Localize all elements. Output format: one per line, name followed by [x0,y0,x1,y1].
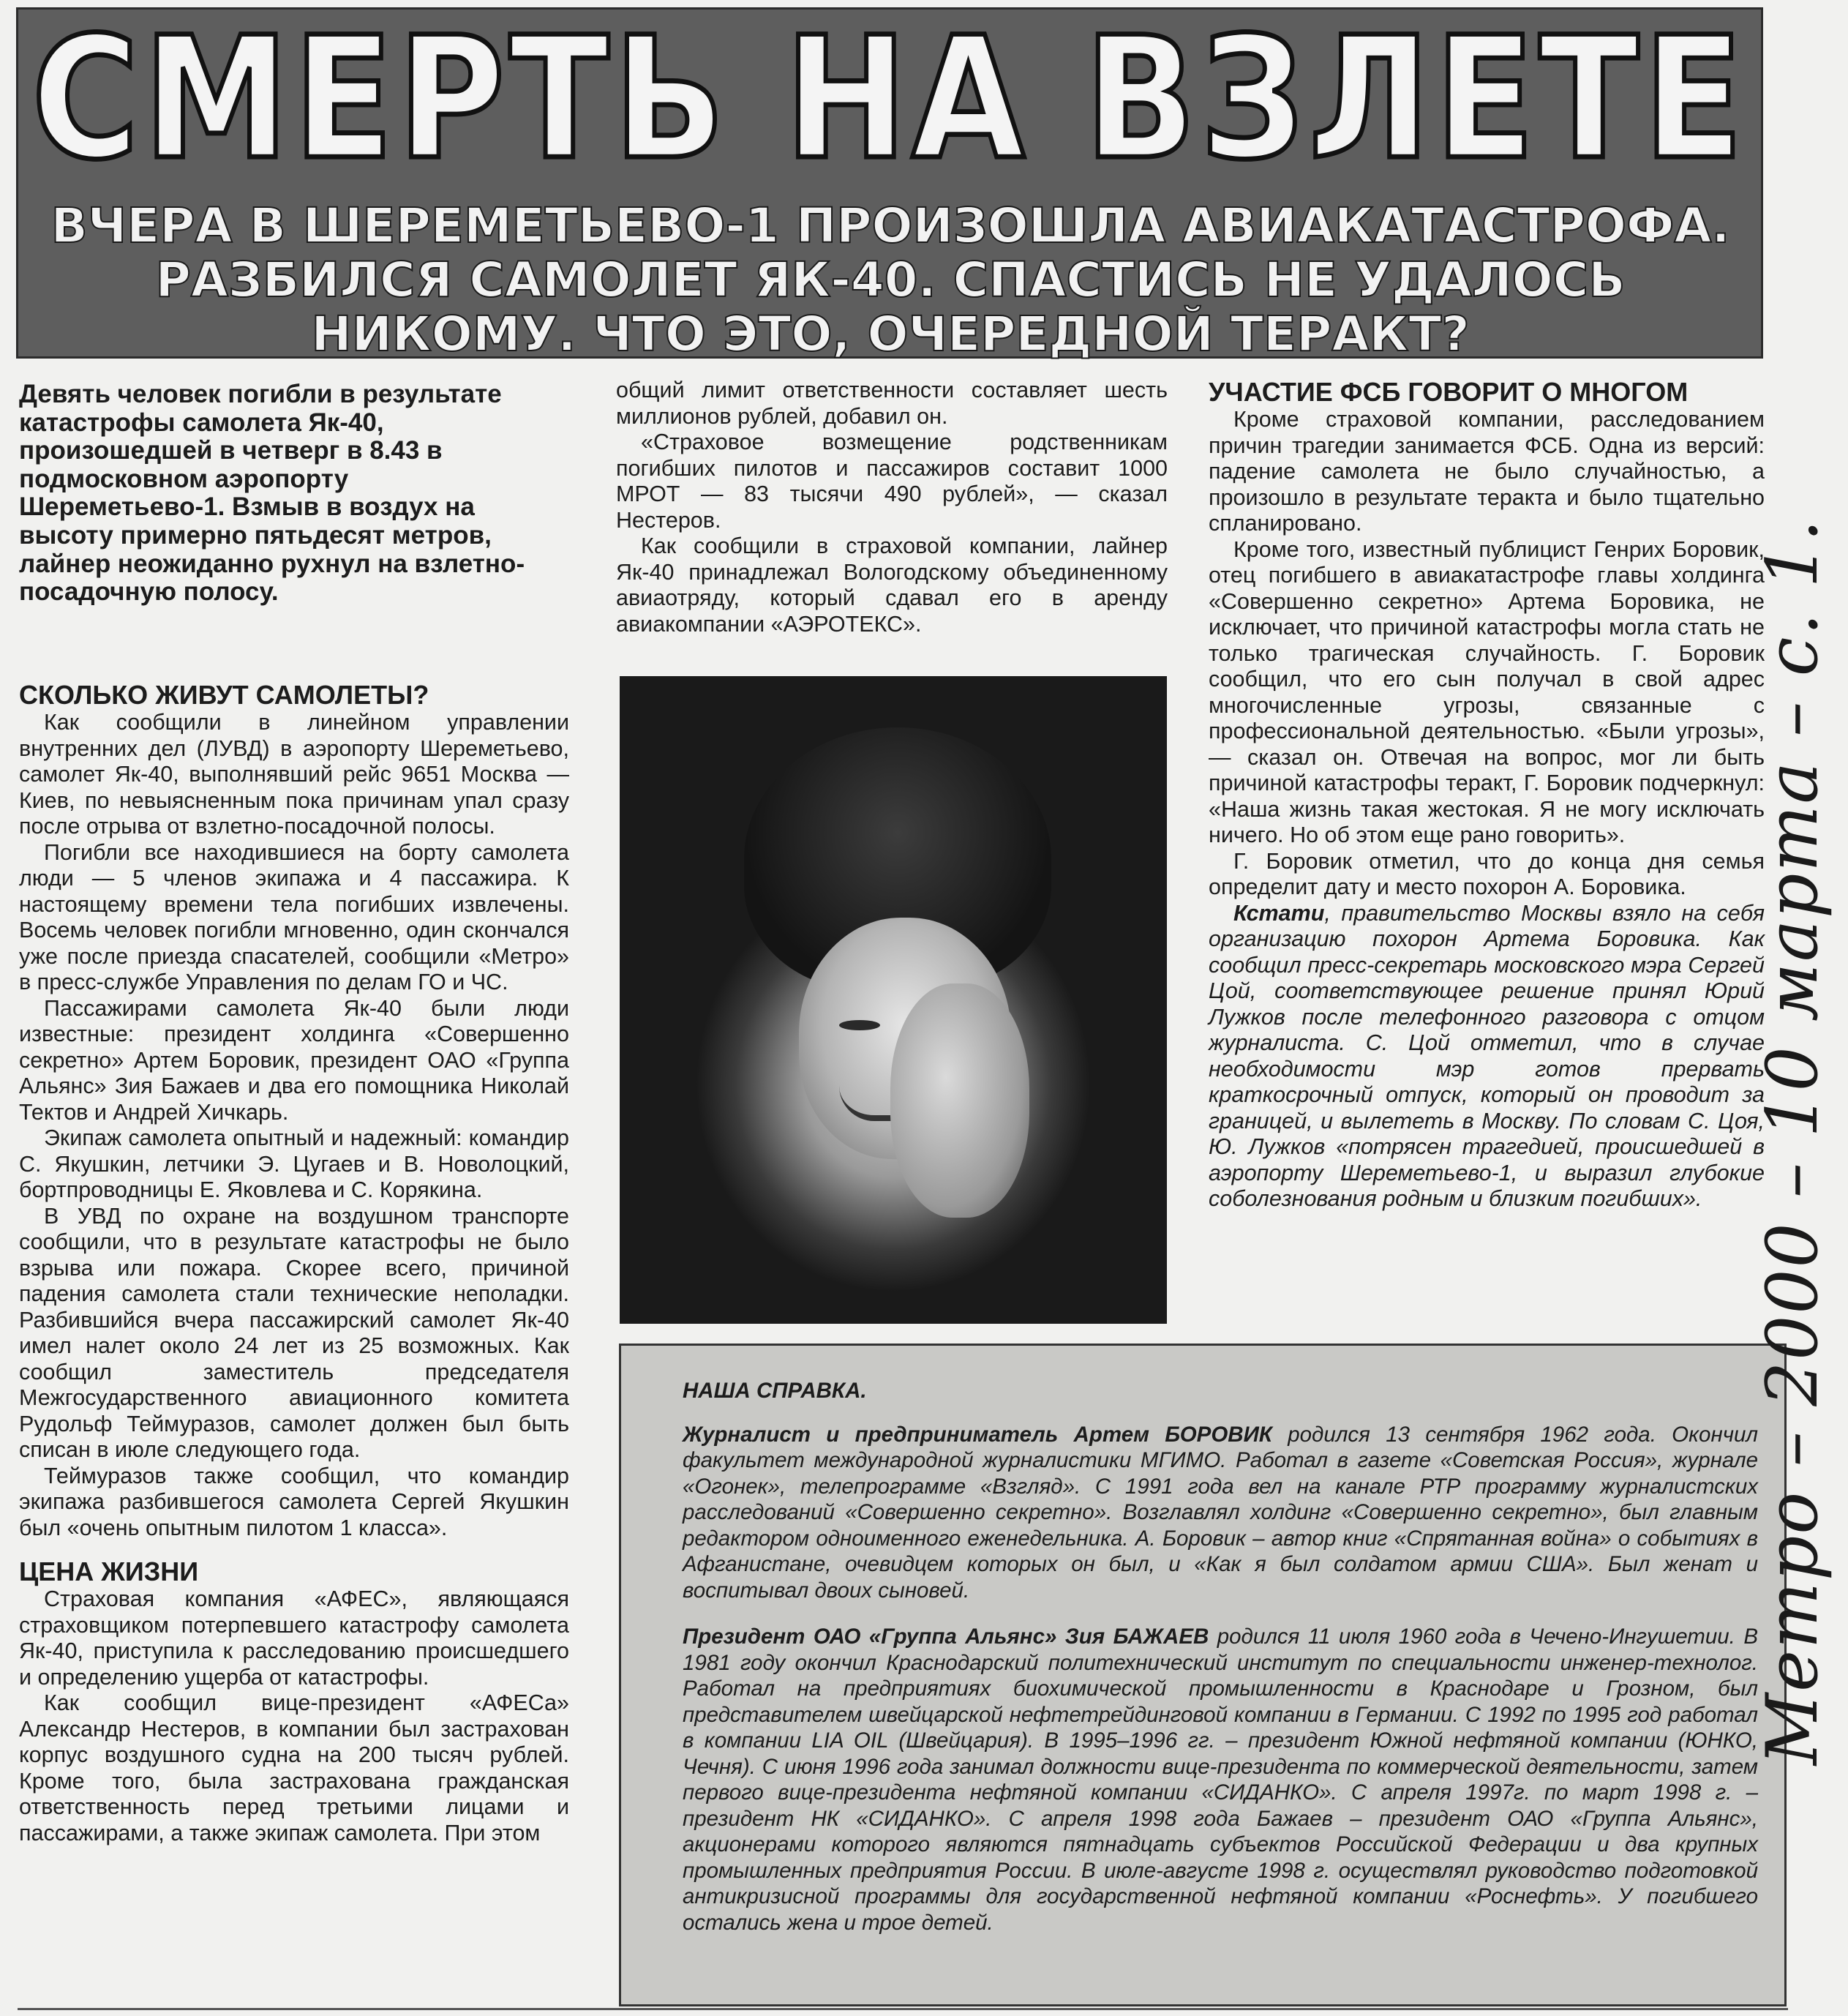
paragraph: Страховая компания «АФЕС», являющаяся страховщиком потерпевшего катастрофу самолета Як-40, приступила к расследованию происшедшего и определению ущерба от катастрофы. [19,1586,569,1690]
deck-subheadline: ВЧЕРА В ШЕРЕМЕТЬЕВО-1 ПРОИЗОШЛА АВИАКАТАСТРОФА. РАЗБИЛСЯ САМОЛЕТ ЯК-40. СПАСТИСЬ НЕ УДАЛОСЬ НИКОМУ. ЧТО ЭТО, ОЧЕРЕДНОЙ ТЕРАКТ? [50,198,1730,362]
paragraph: Погибли все находившиеся на борту самолета люди — 5 членов экипажа и 4 пассажира. К настоящему времени тела погибших извлечены. Восемь человек погибли мгновенно, один скончался уже после приезда спасателей, сообщили «Метро» в пресс-службе Управления по делам ГО и ЧС. [19,839,569,994]
paragraph: «Страховое возмещение родственникам погибших пилотов и пассажиров составит 1000 МРОТ — 83 тысячи 490 рублей», — сказал Нестеров. [616,430,1168,533]
paragraph: Как сообщили в линейном управлении внутренних дел (ЛУВД) в аэропорту Шереметьево, самолет Як-40, выполнявший рейс 9651 Москва — Киев, по невыясненным пока причинам упал сразу после отрыва от взлетно-посадочной полосы. [19,710,569,839]
paragraph: Как сообщили в страховой компании, лайнер Як-40 принадлежал Вологодскому объединенному авиаотряду, который сдавал его в аренду авиакомпании «АЭРОТЕКС». [616,533,1168,637]
reference-text: родился 13 сентября 1962 года. Окончил факультет международной журналистики МГИМО. Работал в газете «Советская Россия», журнале «Огонек», телепрограмме «Взгляд». С 1991 года вел на канале РТР программу журналистских расследований «Совершенно секретно». Возглавлял холдинг «Совершенно секретно», был главным редактором одноименного еженедельника. А. Боровик – автор книг «Спрятанная война» о событиях в Афганистане, очевидцем которых он был, и «Как я был солдатом армии США». Был женат и воспитывал двоих сыновей. [683,1422,1759,1603]
photo-eye [839,1020,880,1030]
column-1 [19,681,569,1846]
paragraph: Кроме страховой компании, расследованием причин трагедии занимается ФСБ. Одна из версий: падение самолета не было случайностью, а произошло в результате теракта и было тщательно спланировано. [1209,407,1765,536]
headline-banner [16,1,1763,362]
reference-paragraph-bazhaev [683,1624,1758,1936]
reference-text: родился 11 июля 1960 года в Чечено-Ингушетии. В 1981 году окончил Краснодарский политехнический институт по специальности инженер-технолог. Работал на предприятиях биохимической промышленности в Краснодаре и Грозном, был представителем швейцарской нефтетрейдинговой компании в Германии. С 1992 по 1995 год работал в компании LIA OIL (Швейцария). В 1995–1996 гг. – президент Южной нефтяной компании (ЮНКО, Чечня). С июня 1996 года занимал должности вице-президента по коммерческой деятельности, затем первого вице-президента нефтяной компании «СИДАНКО». С апреля 1997г. по март 1998 г. – президент НК «СИДАНКО». С апреля 1998 года Бажаев – президент ОАО «Группа Альянс», акционерами которого являются пятнадцать субъектов Российской Федерации и два крупных промышленных предприятия России. В июле-августе 1998 г. осуществлял руководство подготовкой антикризисной программы для государственной нефтяной компании «Роснефть». У погибшего остались жена и трое детей. [683,1625,1758,1935]
reference-box-title: НАША СПРАВКА. [683,1379,867,1403]
section-title-how-long-planes-live: СКОЛЬКО ЖИВУТ САМОЛЕТЫ? [19,680,429,710]
reference-box-content [683,1378,1758,1936]
paragraph: Как сообщил вице-президент «АФЕСа» Александр Нестеров, в компании был застрахован корпус воздушного судна на 200 тысяч рублей. Кроме того, была застрахована гражданская ответственность перед третьими лицами и пассажирами, а также экипаж самолета. При этом [19,1690,569,1845]
photo-hand [890,983,1029,1218]
column-2 [616,378,1168,637]
portrait-photo [620,676,1167,1324]
column-3 [1209,378,1765,1213]
section-title-price-of-life: ЦЕНА ЖИЗНИ [19,1556,199,1586]
headline: СМЕРТЬ НА ВЗЛЕТЕ [31,1,1748,198]
lead-paragraph: Девять человек погибли в результате катастрофы самолета Як-40, произошедшей в четверг в 8.43 в подмосковном аэропорту Шереметьево-1. Взмыв в воздух на высоту примерно пятьдесят метров, лайнер неожиданно рухнул на взлетно-посадочную полосу. [19,380,525,607]
bottom-rule [18,2008,1788,2010]
reference-lead: Президент ОАО «Группа Альянс» Зия БАЖАЕВ [683,1625,1209,1649]
paragraph: Экипаж самолета опытный и надежный: командир С. Якушкин, летчики Э. Цугаев и В. Новолоцкий, бортпроводницы Е. Яковлева и С. Корякина. [19,1125,569,1202]
paragraph: В УВД по охране на воздушном транспорте сообщили, что в результате катастрофы не было взрыва или пожара. Скорее всего, причиной падения самолета стали технические неполадки. Разбившийся вчера пассажирский самолет Як-40 имел налет около 24 лет из 25 возможных. Как сообщил заместитель председателя Межгосударственного авиационного комитета Рудольф Теймуразов, самолет должен был быть списан в июле следующего года. [19,1203,569,1462]
section-title-fsb: УЧАСТИЕ ФСБ ГОВОРИТ О МНОГОМ [1209,377,1689,407]
paragraph: Кроме того, известный публицист Генрих Боровик, отец погибшего в авиакатастрофе главы холдинга «Совершенно секретно» Артема Боровика, не исключает, что причиной катастрофы могла стать не только трагическая случайность. Г. Боровик сообщил, что его сын получал в свой адрес многочисленные угрозы, связанные с профессиональной деятельностью. «Были угрозы», — сказал он. Отвечая на вопрос, мог ли быть причиной катастрофы теракт, Г. Боровик подчеркнул: «Наша жизнь такая жестокая. Я не могу исключать ничего. Но об этом еще рано говорить». [1209,536,1765,847]
kstati-text: , правительство Москвы взяло на себя организацию похорон Артема Боровика. Как сообщил пресс-секретарь московского мэра Сергей Цой, соответствующее решение принял Юрий Лужков после телефонного разговора с отцом журналиста. С. Цой отметил, что в случае необходимости мэр готов прервать краткосрочный отпуск, который он проводит за границей, и вылететь в Москву. По словам С. Цоя, Ю. Лужков «потрясен трагедией, происшедшей в аэропорту Шереметьево-1, и выразил глубокие соболезнования родным и близким погибших». [1209,900,1765,1211]
paragraph: общий лимит ответственности составляет шесть миллионов рублей, добавил он. [616,378,1168,429]
paragraph: Пассажирами самолета Як-40 были люди известные: президент холдинга «Совершенно секретно» Артем Боровик, президент ОАО «Группа Альянс» Зия Бажаев и два его помощника Николай Тектов и Андрей Хичкарь. [19,995,569,1125]
paragraph: Г. Боровик отметил, что до конца дня семья определит дату и место похорон А. Боровика. [1209,848,1765,899]
kstati-lead: Кстати [1233,900,1325,926]
handwritten-note: Метро – 2000 – 10 марта – с. 1. [1751,517,1833,1766]
reference-paragraph-borovik [683,1422,1758,1604]
paragraph: Теймуразов также сообщил, что командир экипажа разбившегося самолета Сергей Якушкин был «очень опытным пилотом 1 класса». [19,1463,569,1540]
reference-box [619,1344,1787,2006]
kstati-paragraph [1209,901,1765,1213]
reference-lead: Журналист и предприниматель Артем БОРОВИК [683,1422,1272,1447]
